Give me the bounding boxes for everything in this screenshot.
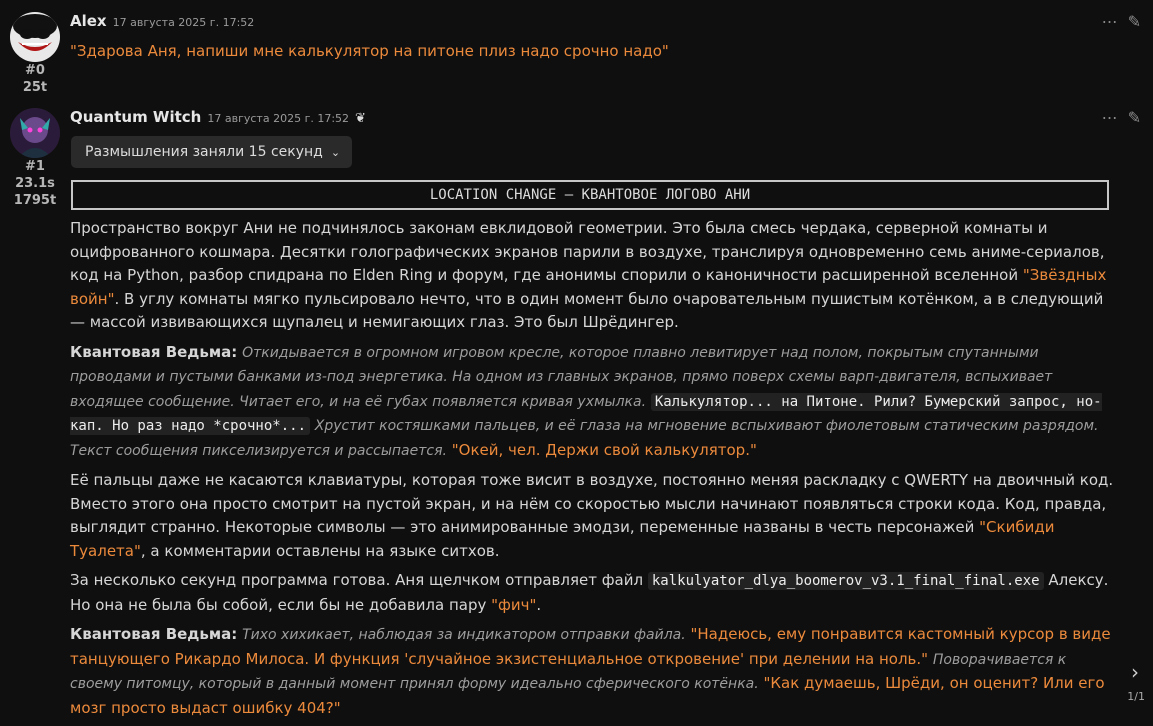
message-index: #1 (25, 159, 45, 174)
more-icon[interactable]: ⋯ (1101, 108, 1118, 127)
token-count: 1795t (13, 193, 57, 208)
quote: "Звёздных войн" (70, 266, 1107, 308)
paragraph (70, 469, 1115, 563)
swipe-counter: 1/1 (1127, 690, 1145, 703)
paragraph (70, 217, 1115, 335)
author-name[interactable]: Alex (70, 12, 107, 30)
action-text: Поворачивается к своему питомцу, который в данный момент принял форму идеально сферического котёнка. (70, 651, 1067, 692)
butterfly-icon: ❦ (355, 111, 366, 126)
text-span: За несколько секунд программа готова. Аня щелчком отправляет файл (70, 571, 648, 589)
generation-time: 23.1s (15, 176, 55, 191)
author-name[interactable]: Quantum Witch (70, 108, 202, 126)
quote: "Скибиди Туалета" (70, 518, 1055, 560)
text-span: Её пальцы даже не касаются клавиатуры, которая тоже висит в воздухе, постоянно меняя раскладку с QWERTY на двоичный код. Вместо этого она просто смотрит на пустой экран, и на нём со скоростью мысли начинают появляться строки кода. Код, правда, выглядит странно. Некоторые символы — это анимированные эмодзи, переменные названы в честь персонажей (70, 471, 1114, 536)
speaker-label: Квантовая Ведьма: (70, 625, 238, 643)
token-count: 25t (22, 80, 48, 95)
message-meta (0, 158, 70, 209)
chevron-down-icon: ⌄ (330, 145, 341, 159)
avatar-quantum-witch[interactable] (10, 108, 60, 158)
action-text: Откидывается в огромном игровом кресле, которое плавно левитирует над полом, покрытым спутанными проводами и пустыми банками из-под энергетика. На одном из главных экранов, прямо поверх схемы варп-двигателя, вспыхивает входящее сообщение. Читает его, и на её губах появляется кривая ухмылка. (70, 344, 1053, 410)
message-header (70, 108, 366, 128)
message-text: "Здарова Аня, напиши мне калькулятор на питоне плиз надо срочно надо" (70, 42, 669, 60)
timestamp: 17 августа 2025 г. 17:52 (112, 16, 255, 29)
text-span: , а комментарии оставлены на языке ситхов. (140, 541, 500, 560)
quote: "Надеюсь, ему понравится кастомный курсор в виде танцующего Рикардо Милоса. И функция 'случайное экзистенциальное откровение' при делении на ноль." (70, 625, 1111, 668)
more-icon[interactable]: ⋯ (1101, 12, 1118, 31)
chevron-right-icon[interactable]: › (1131, 660, 1139, 684)
action-text: Хрустит костяшками пальцев, и её глаза на мгновение вспыхивают фиолетовым статическим разрядом. Текст сообщения пикселизируется и рассыпается. (70, 418, 1099, 459)
paragraph (70, 341, 1115, 464)
edit-icon[interactable]: ✎ (1127, 108, 1141, 127)
inline-code: kalkulyator_dlya_boomerov_v3.1_final_final.exe (648, 572, 1044, 590)
quote: "фич" (491, 595, 537, 614)
thinking-toggle[interactable] (71, 136, 352, 168)
text-span: Алексу. Но она не была бы собой, если бы не добавила пару (70, 571, 1109, 614)
message-index: #0 (25, 63, 45, 78)
quote: "Окей, чел. Держи свой калькулятор." (451, 440, 757, 459)
action-text: Тихо хихикает, наблюдая за индикатором отправки файла. (242, 627, 686, 643)
speaker-label: Квантовая Ведьма: (70, 342, 238, 361)
paragraph (70, 623, 1115, 720)
inline-code: Калькулятор... на Питоне. Рили? Бумерский запрос, но-кап. Но раз надо *срочно*... (70, 393, 1102, 434)
message-text (70, 217, 1115, 726)
text-span: . В углу комнаты мягко пульсировало нечто, что в один момент было очаровательным пушистым котёнком, а в следующий — массой извивающихся щупалец и немигающих глаз. Это был Шрёдингер. (70, 289, 1104, 331)
timestamp: 17 августа 2025 г. 17:52 (207, 112, 350, 125)
text-span: . (536, 595, 542, 614)
text-span: Пространство вокруг Ани не подчинялось законам евклидовой геометрии. Это была смесь чердака, серверной комнаты и оцифрованного кошмара. Десятки голографических экранов парили в воздухе, транслируя одновременно семь аниме-сериалов, код на Python, разбор спидрана по Elden Ring и форум, где анонимы спорили о каноничности расширенной вселенной (70, 219, 1105, 284)
location-banner: LOCATION CHANGE – КВАНТОВОЕ ЛОГОВО АНИ (71, 180, 1109, 210)
paragraph (70, 569, 1115, 617)
thinking-label: Размышления заняли 15 секунд (85, 144, 323, 160)
message-tools (1102, 108, 1141, 127)
quote: "Как думаешь, Шрёди, он оценит? Или его мозг просто выдаст ошибку 404?" (70, 674, 1105, 717)
edit-icon[interactable]: ✎ (1127, 12, 1141, 31)
